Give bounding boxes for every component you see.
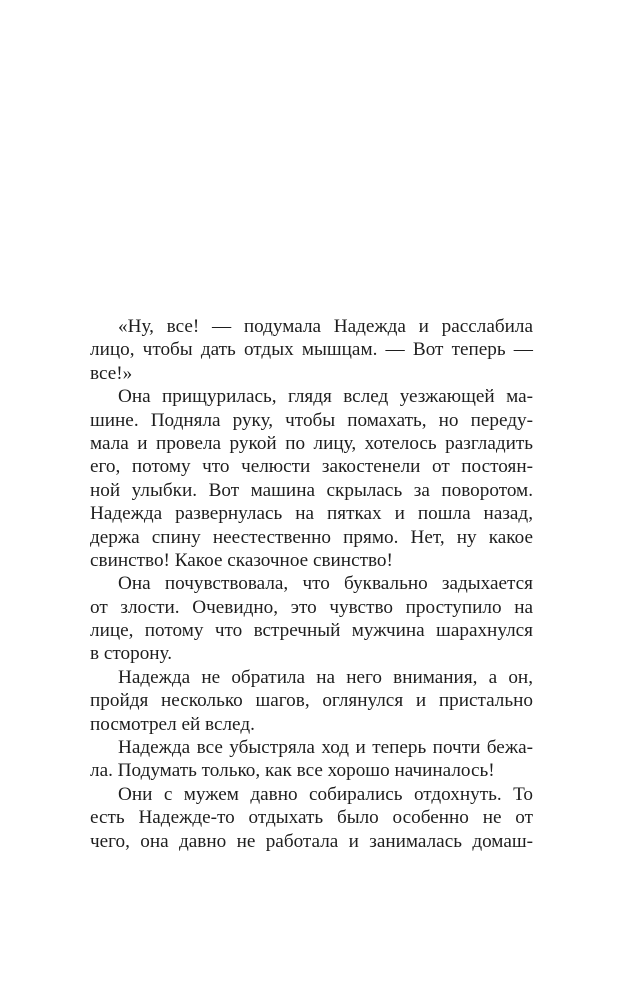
paragraph <box>90 572 533 666</box>
text-line: все!» <box>90 362 133 384</box>
paragraph <box>90 783 533 853</box>
text-line: Надежда все убыстряла ход и теперь почти бежа- <box>118 737 533 759</box>
text-line: Надежда развернулась на пятках и пошла назад, <box>90 503 533 525</box>
text-line: есть Надежде-то отдыхать было особенно не от <box>90 807 533 829</box>
text-line: его, потому что челюсти закостенели от постоян- <box>90 456 533 478</box>
text-line: чего, она давно не работала и занималась домаш- <box>90 830 533 852</box>
text-line: посмотрел ей вслед. <box>90 713 255 735</box>
paragraph <box>90 385 533 572</box>
text-line: Надежда не обратила на него внимания, а он, <box>118 666 533 688</box>
text-line: лицо, чтобы дать отдых мышцам. — Вот теперь — <box>90 339 533 361</box>
text-line: пройдя несколько шагов, оглянулся и пристально <box>90 690 533 712</box>
text-line: Она прищурилась, глядя вслед уезжающей ма- <box>118 386 533 408</box>
text-line: от злости. Очевидно, это чувство проступило на <box>90 596 533 618</box>
text-line: Она почувствовала, что буквально задыхается <box>118 573 533 595</box>
text-line: Они с мужем давно собирались отдохнуть. То <box>118 783 533 805</box>
text-line: шине. Подняла руку, чтобы помахать, но переду- <box>90 409 533 431</box>
text-line: в сторону. <box>90 643 173 665</box>
text-line: свинство! Какое сказочное свинство! <box>90 549 393 571</box>
text-line: ной улыбки. Вот машина скрылась за поворотом. <box>90 479 533 501</box>
text-line: ла. Подумать только, как все хорошо начиналось! <box>90 760 495 782</box>
book-page-text <box>90 315 533 853</box>
text-line: «Ну, все! — подумала Надежда и расслабила <box>118 316 533 337</box>
text-line: держа спину неестественно прямо. Нет, ну какое <box>90 526 533 548</box>
paragraph <box>90 736 533 783</box>
paragraph <box>90 666 533 736</box>
paragraph <box>90 315 533 385</box>
text-line: мала и провела рукой по лицу, хотелось разгладить <box>90 432 533 454</box>
text-line: лице, потому что встречный мужчина шарахнулся <box>90 620 533 642</box>
